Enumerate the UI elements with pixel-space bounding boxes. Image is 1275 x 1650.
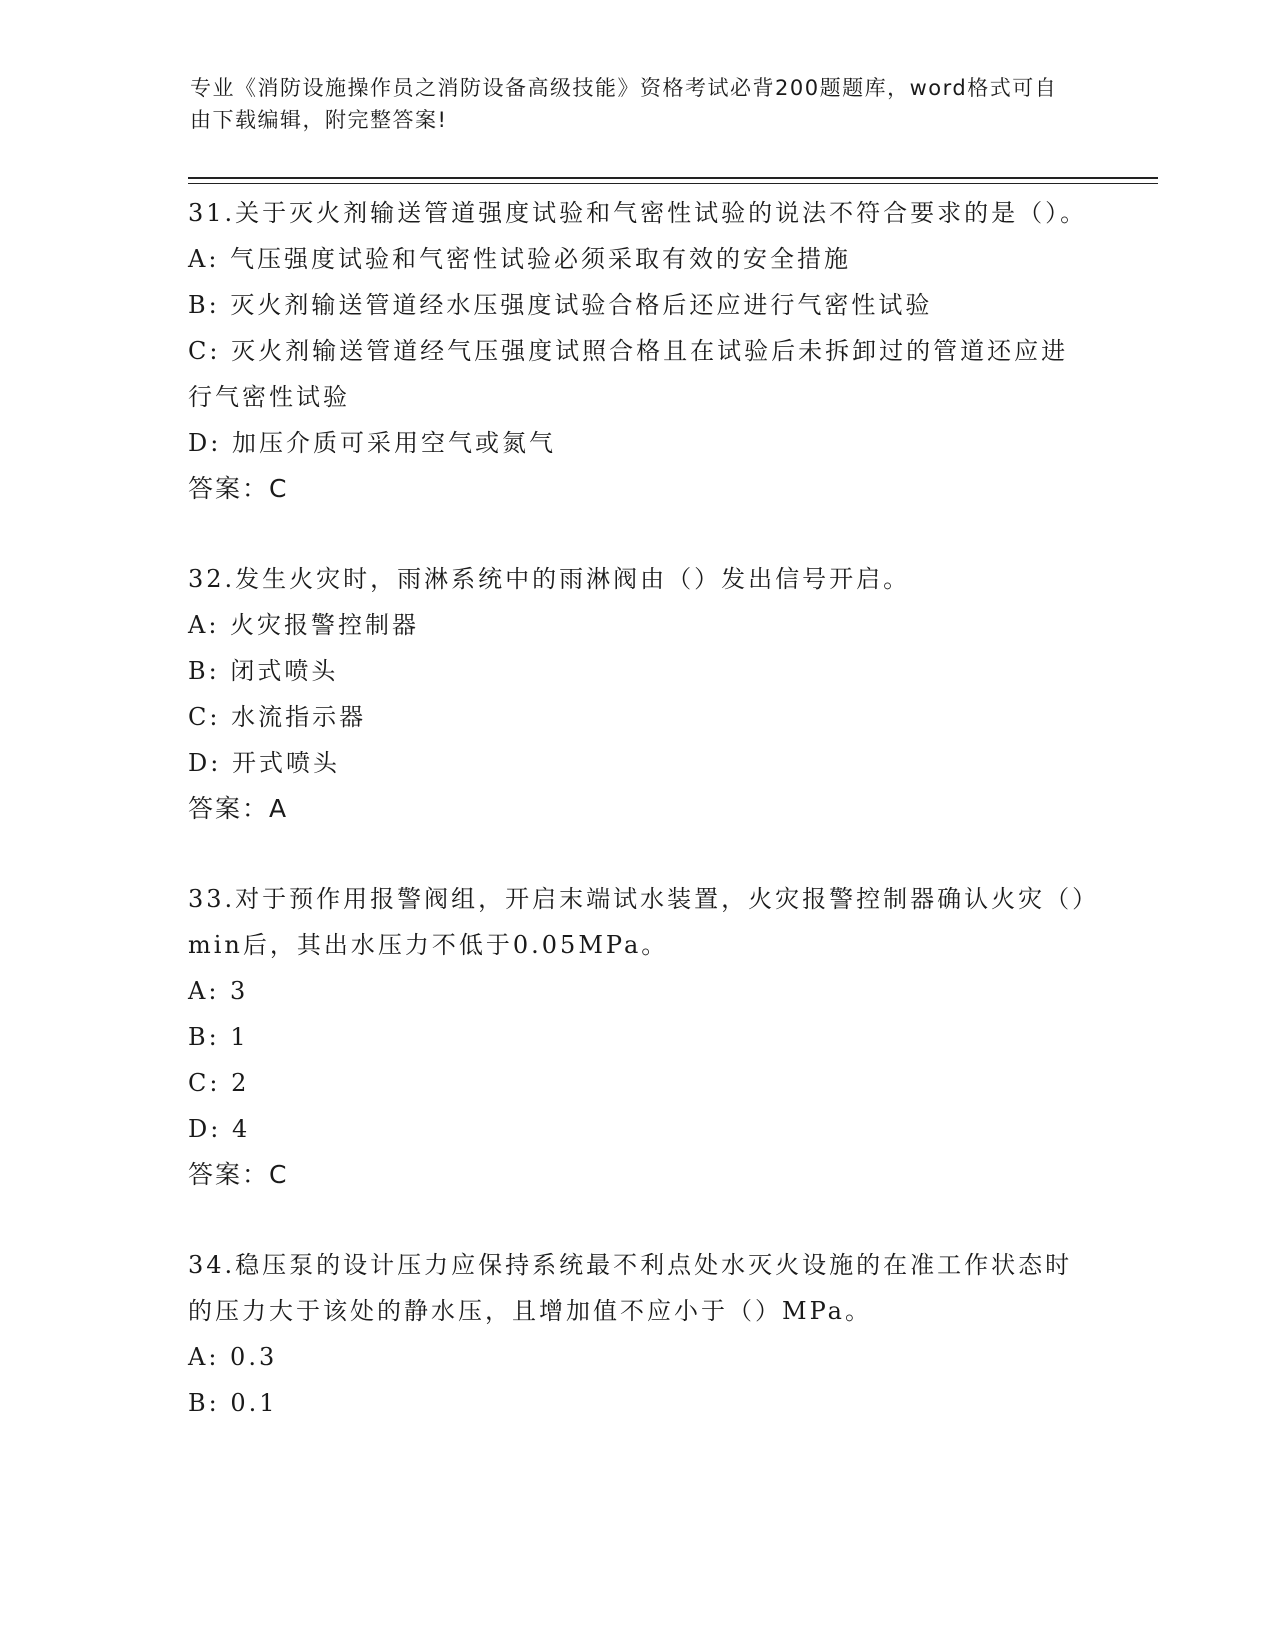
option-c: C: 2 [188,1069,250,1097]
option-b: B: 1 [188,1023,249,1051]
header-divider-thin [188,183,1158,184]
option-d: D: 加压介质可采用空气或氮气 [188,429,556,457]
option-c: C: 灭火剂输送管道经气压强度试照合格且在试验后未拆卸过的管道还应进行气密性试验 [188,337,1069,411]
question-34 [188,1242,1088,1426]
header-divider-thick [188,177,1158,179]
question-33 [188,876,1088,1198]
option-b: B: 0.1 [188,1389,278,1417]
answer-line: 答案：C [188,1160,289,1189]
option-a: A: 3 [188,977,249,1005]
question-stem: 34.稳压泵的设计压力应保持系统最不利点处水灭火设施的在准工作状态时的压力大于该处的静水压，且增加值不应小于（）MPa。 [188,1251,1073,1325]
option-a: A: 0.3 [188,1343,278,1371]
option-a: A: 气压强度试验和气密性试验必须采取有效的安全措施 [188,245,852,273]
question-32 [188,556,1088,832]
option-b: B: 闭式喷头 [188,657,339,685]
option-a: A: 火灾报警控制器 [188,611,420,639]
option-d: D: 开式喷头 [188,749,340,777]
question-stem: 31.关于灭火剂输送管道强度试验和气密性试验的说法不符合要求的是（）。 [188,199,1088,227]
question-stem: 32.发生火灾时，雨淋系统中的雨淋阀由（）发出信号开启。 [188,565,911,593]
option-b: B: 灭火剂输送管道经水压强度试验合格后还应进行气密性试验 [188,291,933,319]
document-header: 专业《消防设施操作员之消防设备高级技能》资格考试必背200题题库，word格式可自由下载编辑，附完整答案! [190,76,1058,132]
question-list [188,190,1088,1470]
question-31 [188,190,1088,512]
option-c: C: 水流指示器 [188,703,367,731]
answer-line: 答案：A [188,794,289,823]
option-d: D: 4 [188,1115,251,1143]
answer-line: 答案：C [188,474,289,503]
question-stem: 33.对于预作用报警阀组，开启末端试水装置，火灾报警控制器确认火灾（）min后，其出水压力不低于0.05MPa。 [188,885,1088,959]
